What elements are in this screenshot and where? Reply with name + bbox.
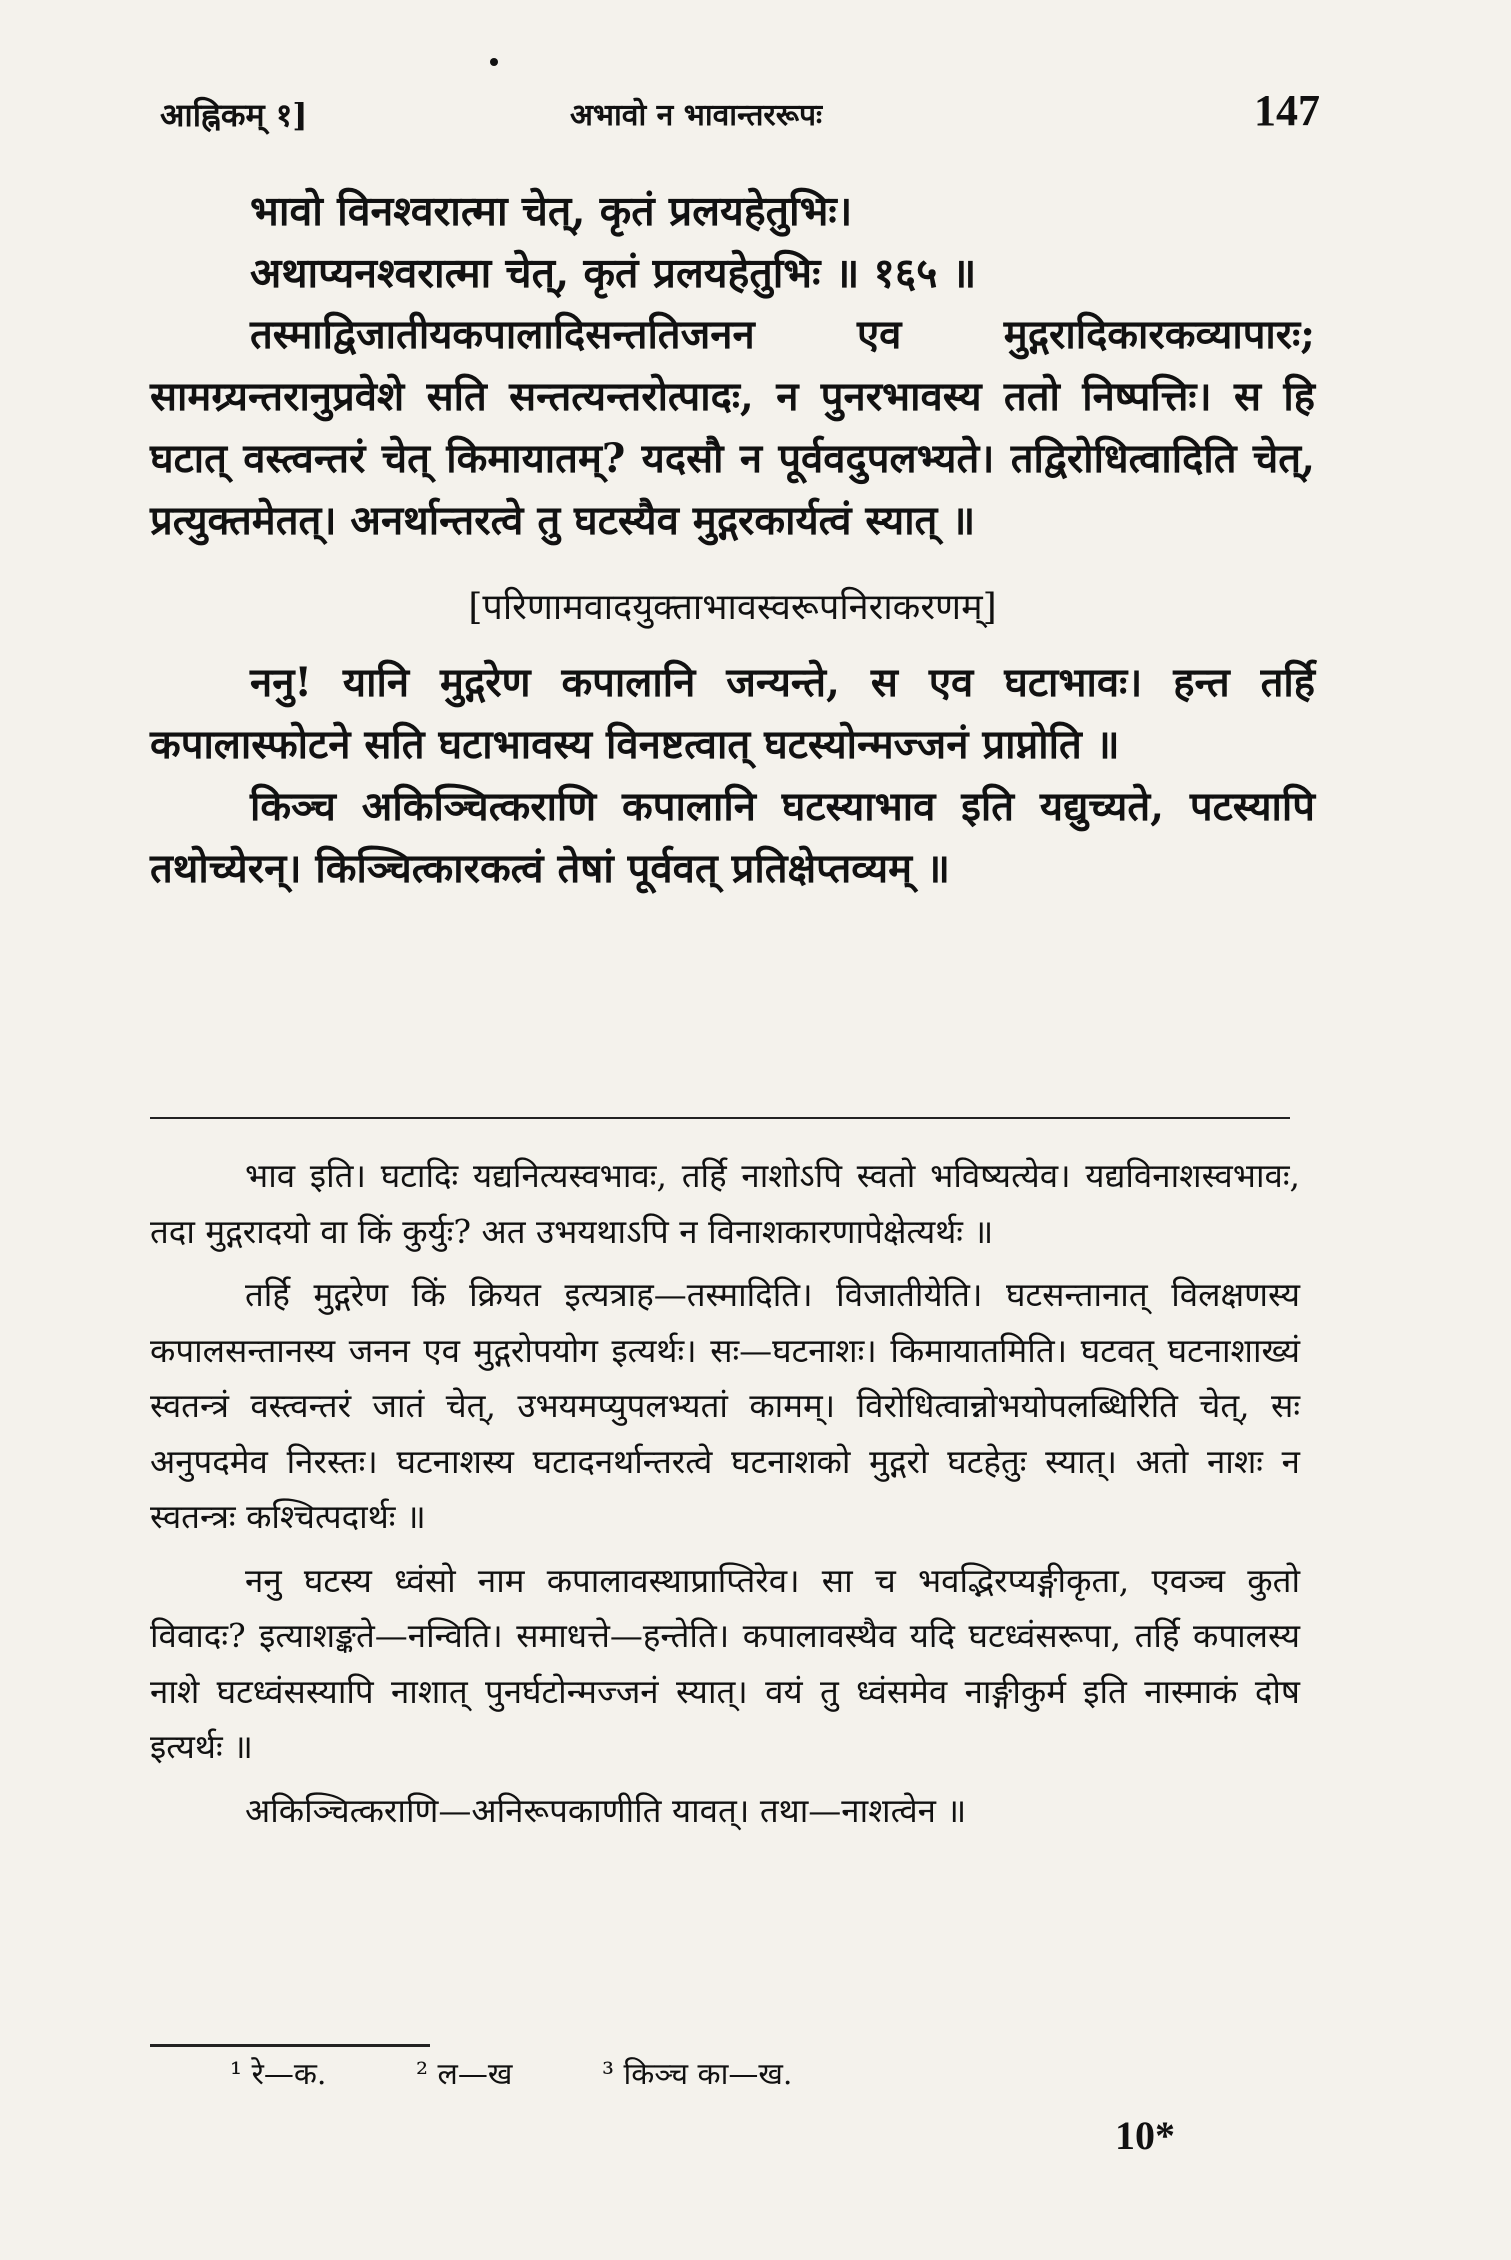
main-text — [150, 180, 1315, 900]
section-heading: [परिणामवादयुक्ताभावस्वरूपनिराकरणम्] — [468, 587, 997, 628]
verse-line-1: भावो विनश्वरात्मा चेत्, कृतं प्रलयहेतुभिः। — [250, 187, 853, 235]
footnote-divider — [150, 2044, 430, 2047]
page-number: 147 — [1254, 86, 1320, 135]
main-paragraph-3: किञ्च अकिञ्चित्कराणि कपालानि घटस्याभाव इति यद्युच्यते, पटस्यापि तथोच्येरन्। किञ्चित्कारकत्वं तेषां पूर्ववत् प्रतिक्षेप्तव्यम् ॥ — [150, 783, 1315, 892]
commentary-divider — [150, 1117, 1290, 1119]
footnote-2: ² ल—ख — [415, 2057, 513, 2092]
header-running-title: अभावो न भावान्तररूपः — [570, 98, 823, 133]
footnote-3: ³ किञ्च का—ख. — [601, 2057, 793, 2092]
verse-line-2: अथाप्यनश्वरात्मा चेत्, कृतं प्रलयहेतुभिः ॥ १६५ ॥ — [250, 249, 977, 297]
running-header — [160, 85, 1320, 145]
header-left-section: आह्निकम् १] — [160, 96, 308, 134]
main-paragraph-1: तस्माद्विजातीयकपालादिसन्ततिजनन एव मुद्गरादिकारकव्यापारः; सामग्र्यन्तरानुप्रवेशे सति सन्तत्यन्तरोत्पादः, न पुनरभावस्य ततो निष्पत्तिः। स हि घटात् वस्त्वन्तरं चेत् किमायातम्? यदसौ न पूर्ववदुपलभ्यते। तद्विरोधित्वादिति चेत्, प्रत्युक्तमेतत्। अनर्थान्तरत्वे तु घटस्यैव मुद्गरकार्यत्वं स्यात् ॥ — [150, 311, 1315, 544]
ink-speck — [490, 58, 498, 66]
commentary — [150, 1148, 1300, 1846]
commentary-paragraph-1: भाव इति। घटादिः यद्यनित्यस्वभावः, तर्हि नाशोऽपि स्वतो भविष्यत्येव। यद्यविनाशस्वभावः, तदा मुद्गरादयो वा किं कुर्युः? अत उभयथाऽपि न विनाशकारणापेक्षेत्यर्थः ॥ — [150, 1156, 1300, 1251]
commentary-paragraph-2: तर्हि मुद्गरेण किं क्रियत इत्यत्राह—तस्मादिति। विजातीयेति। घटसन्तानात् विलक्षणस्य कपालसन्तानस्य जनन एव मुद्गरोपयोग इत्यर्थः। सः—घटनाशः। किमायातमिति। घटवत् घटनाशाख्यं स्वतन्त्रं वस्त्वन्तरं जातं चेत्, उभयमप्युपलभ्यतां कामम्। विरोधित्वान्नोभयोपलब्धिरिति चेत्, सः अनुपदमेव निरस्तः। घटनाशस्य घटादनर्थान्तरत्वे घटनाशको मुद्गरो घटहेतुः स्यात्। अतो नाशः न स्वतन्त्रः कश्चित्पदार्थः ॥ — [150, 1275, 1300, 1536]
footnote-1: ¹ रे—क. — [230, 2057, 327, 2092]
page-signature: 10* — [1115, 2113, 1175, 2158]
commentary-paragraph-4: अकिञ्चित्कराणि—अनिरूपकाणीति यावत्। तथा—नाशत्वेन ॥ — [245, 1790, 967, 1830]
main-paragraph-2: ननु! यानि मुद्गरेण कपालानि जन्यन्ते, स एव घटाभावः। हन्त तर्हि कपालास्फोटने सति घटाभावस्य विनष्टत्वात् घटस्योन्मज्जनं प्राप्नोति ॥ — [150, 659, 1315, 768]
footnotes — [230, 2052, 872, 2093]
commentary-paragraph-3: ननु घटस्य ध्वंसो नाम कपालावस्थाप्राप्तिरेव। सा च भवद्भिरप्यङ्गीकृता, एवञ्च कुतो विवादः? इत्याशङ्कते—नन्विति। समाधत्ते—हन्तेति। कपालावस्थैव यदि घटध्वंसरूपा, तर्हि कपालस्य नाशे घटध्वंसस्यापि नाशात् पुनर्घटोन्मज्जनं स्यात्। वयं तु ध्वंसमेव नाङ्गीकुर्म इति नास्माकं दोष इत्यर्थः ॥ — [150, 1560, 1300, 1766]
